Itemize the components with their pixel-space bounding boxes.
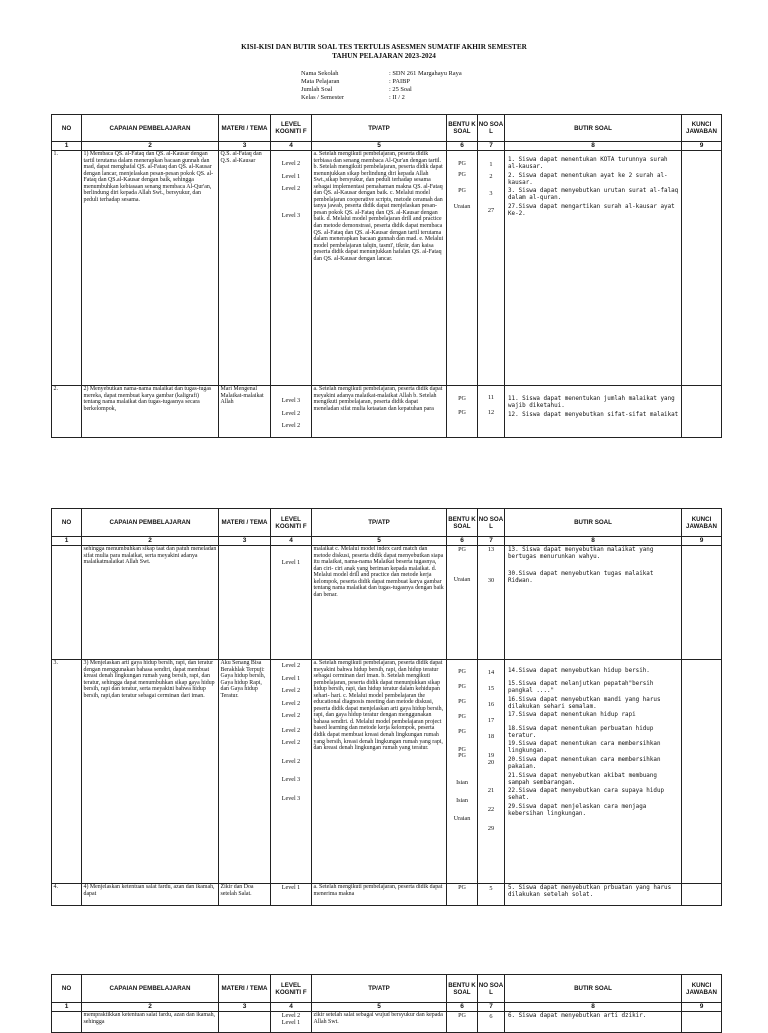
nosoal-label: 30 <box>487 577 495 584</box>
nosoal-label: 13 <box>487 546 495 553</box>
col-nosoal: NO SOA L <box>478 975 505 1003</box>
colnum: 3 <box>219 537 271 546</box>
level-cell <box>271 151 312 386</box>
col-materi: MATERI / TEMA <box>219 509 271 537</box>
bentuk-label: PG <box>458 410 466 416</box>
info-label: Mata Pelajaran <box>301 78 340 86</box>
col-tp: TP/ATP <box>312 115 447 142</box>
col-materi: MATERI / TEMA <box>219 975 271 1003</box>
bentuk-label: PG <box>458 547 466 553</box>
level-label: Level 2 <box>281 713 301 720</box>
tp-text: a. Setelah mengikuti pembelajaran, peserta didik terbiasa dan senang membaca Al-Qur'an dengan tartil. b. Setelah mengikuti pembelajaran, peserta didik dapat menunjukkan sikap berlindung diri kepada Allah Swt.,sikap bersyukur, dan peduli terhadap sesama sebagai implementasi pemahaman makna QS. al-Fataq dan QS. al-Kausar dengan baik. c. Melalui model pembelajaran cooperative scripts, metode ceramah dan tanya jawab, peserta didik dapat menjelaskan pesan-pesan pokok QS. al-Fataq dan QS. al-Kausar dengan baik. d. Melalui model pembelajaran drill and practice dan metode demonstrasi, peserta didik dapat membaca QS. al-Fataq dan QS. al-Kausar dengan tartil terutama dalam menerapkan bacaan gunnah dan mad. e. Melalui model pembelajaran talqīn, tasmī', tikrār, dan kaisa peserta didik dapat menunjukkan hafalan QS. al-Fataq dan QS. al-Kausar dengan lancar. <box>312 151 447 386</box>
butir-cell <box>505 546 682 660</box>
colnum: 7 <box>478 1003 505 1012</box>
col-butir: BUTIR SOAL <box>505 115 682 142</box>
colnum: 7 <box>478 142 505 151</box>
tp-text: a. Setelah mengikuti pembelajaran, peserta didik dapat meyakini adanya malaikat-malaikat Allah b. Setelah mengikuti pembelajaran, peserta didik dapat meneladan sifat mulia ketaatan dan kepatuhan para <box>312 386 447 438</box>
level-label: Level 3 <box>281 777 301 784</box>
col-level: LEVEL KOGNITI F <box>271 509 312 537</box>
level-label: Level 3 <box>281 398 301 404</box>
table-row <box>52 1012 722 1033</box>
nosoal-label: 14 <box>487 669 495 676</box>
colnum: 3 <box>219 1003 271 1012</box>
level-label: Level 2 <box>281 1013 301 1019</box>
info-label: Nama Sekolah <box>301 70 339 77</box>
row-no: 4. <box>52 884 82 906</box>
bentuk-label: Isian <box>456 798 468 804</box>
nosoal-label: 27 <box>487 207 495 214</box>
bentuk-label: PG <box>458 885 466 891</box>
colnum: 1 <box>52 1003 82 1012</box>
col-tp: TP/ATP <box>312 975 447 1003</box>
tp-text: a. Setelah mengikuti pembelajaran, peserta didik dapat menerima makna <box>312 884 447 906</box>
nosoal-label: 20 <box>487 759 495 766</box>
level-label: Level 1 <box>281 173 301 180</box>
capaian-text: 1) Membaca QS. al-Fataq dan QS. al-Kausar dengan tartil terutama dalam menerapkan bacaan gunnah dan mad, dapat menghafal QS. al-Fataq dan QS. al-Kausar dengan lancar, menjelaskan pesan-pesan pokok QS. al-Fataq dan QS.al-Kausar dengan baik, sehingga menumbuhkan kebiasaan senang membaca Al-Qur'an, berlindung diri kepada Allah Swt., bersyukur, dan peduli terhadap sesama. <box>82 151 219 386</box>
butir-item: 20.Siswa dapat menentukan cara membersihkan pakaian. <box>508 756 661 771</box>
nosoal-label: 15 <box>487 685 495 692</box>
colnum: 8 <box>505 537 682 546</box>
col-kunci: KUNCI JAWABAN <box>682 115 722 142</box>
materi-text: Q.S. al-Fataq dan Q.S. al-Kausar <box>219 151 271 386</box>
col-butir: BUTIR SOAL <box>505 509 682 537</box>
table-row <box>52 660 722 884</box>
butir-item: 2. Siswa dapat menentukan ayat ke 2 surah al-kausar. <box>508 172 668 186</box>
colnum: 5 <box>312 537 447 546</box>
bentuk-label: PG <box>458 729 466 735</box>
info-row <box>301 70 462 78</box>
kisi-table-3 <box>51 974 722 1033</box>
col-nosoal: NO SOA L <box>478 115 505 142</box>
bentuk-label: Uraian <box>453 204 471 210</box>
butir-cell <box>505 386 682 438</box>
butir-item: 18.Siswa dapat menentukan perbuatan hidup teratur. <box>508 725 654 739</box>
butir-item: 14.Siswa dapat menyebutkan hidup bersih. <box>508 668 650 674</box>
row-no <box>52 546 82 660</box>
nosoal-cell <box>478 151 505 386</box>
colnum: 4 <box>271 537 312 546</box>
level-cell <box>271 660 312 884</box>
kunci-cell <box>682 546 722 660</box>
level-label: Level 1 <box>281 1019 301 1026</box>
bentuk-label: PG <box>458 699 466 705</box>
level-label: Level 1 <box>281 560 301 566</box>
level-label: Level 3 <box>281 212 301 219</box>
nosoal-label: 19 <box>487 752 495 759</box>
bentuk-cell <box>447 1012 478 1033</box>
butir-item: 3. Siswa dapat menyebutkan urutan surat al-falaq dalam al-quran. <box>508 188 679 202</box>
tp-text: a. Setelah mengikuti pembelajaran, peserta didik dapat meyakini bahwa hidup bersih, rapi, dan hidup teratur sebagai cerminan dari iman. b. Setelah mengikuti pembelajaran, peserta didik dapat menunjukkan sikap hidup bersih, rapi, dan hidup teratur dalam kehidupan sehari- hari. c. Melalui model pembelajaran the educational diagnosis meeting dan metode diskusi, peserta didik dapat menjelaskan arti gaya hidup bersih, rapi, dan gaya hidup teratur dengan menggunakan bahasa sendiri. d. Melalui model pembelajaran project based learning dan metode kerja kelompok, peserta didik dapat membuat kreasi denah lingkungan rumah yang bersih, kreasi denah lingkungan rumah yang rapi, dan kreasi denah lingkungan rumah yang teratur. <box>312 660 447 884</box>
info-value: : 25 Soal <box>389 86 412 94</box>
col-bentuk: BENTU K SOAL <box>447 115 478 142</box>
butir-item: 27.Siswa dapat mengartikan surah al-kausar ayat Ke-2. <box>508 204 675 218</box>
colnum: 2 <box>82 142 219 151</box>
col-level: LEVEL KOGNITI F <box>271 975 312 1003</box>
column-number-row <box>52 1003 722 1012</box>
table-row <box>52 546 722 660</box>
level-label: Level 2 <box>281 410 301 417</box>
nosoal-cell <box>478 546 505 660</box>
level-label: Level 2 <box>281 758 301 765</box>
table-row <box>52 151 722 386</box>
capaian-text: 2) Menyebutkan nama-nama malaikat dan tugas-tugas mereka, dapat membuat karya gambar (kaligrafi) tentang nama malaikat dan tugas-tugasnya secara berkelompok, <box>82 386 219 438</box>
level-label: Level 2 <box>281 423 301 430</box>
colnum: 6 <box>447 537 478 546</box>
butir-item: 15.Siswa dapat melanjutkan pepatah"bersih pangkal ...." <box>508 681 654 695</box>
butir-item: 30.Siswa dapat menyebutkan tugas malaikat Ridwan. <box>508 571 654 585</box>
col-capaian: CAPAIAN PEMBELAJARAN <box>82 975 219 1003</box>
table-row <box>52 386 722 438</box>
capaian-text: 4) Menjelaskan ketentuan salat fardu, azan dan ikamah, dapat <box>82 884 219 906</box>
bentuk-label: PG <box>458 714 466 720</box>
nosoal-label: 11 <box>487 394 495 401</box>
level-label: Level 2 <box>281 727 301 734</box>
butir-item: 11. Siswa dapat menentukan jumlah malaikat yang wajib diketahui. <box>508 396 675 410</box>
butir-item: 13. Siswa dapat menyebutkan malaikat yang bertugas menurunkan wahyu. <box>508 547 654 561</box>
row-no <box>52 1012 82 1033</box>
kisi-table-2 <box>51 508 722 906</box>
bentuk-label: PG <box>458 669 466 675</box>
table-row <box>52 884 722 906</box>
bentuk-label: PG <box>458 188 466 194</box>
level-label: Level 2 <box>281 740 301 747</box>
colnum: 6 <box>447 142 478 151</box>
nosoal-label: 6 <box>489 1013 493 1020</box>
colnum: 6 <box>447 1003 478 1012</box>
butir-item: 17.Siswa dapat menentukan hidup rapi <box>508 712 636 719</box>
level-label: Level 1 <box>281 885 301 891</box>
level-label: Level 3 <box>281 795 301 802</box>
col-capaian: CAPAIAN PEMBELAJARAN <box>82 115 219 142</box>
col-level: LEVEL KOGNITI F <box>271 115 312 142</box>
capaian-text: 3) Menjelaskan arti gaya hidup bersih, rapi, dan teratur dengan menggunakan bahasa sendiri, dapat membuat kreasi denah lingkungan rumah yang bersih, rapi, dan teratur, sehingga dapat menumbuhkan sikap gaya hidup bersih, rapi dan teratur, serta meyakini bahwa hidup bersih, rapi,dan teratur sebagai cerminan dari iman. <box>82 660 219 884</box>
butir-item: 19.Siswa dapat menentukan cara membersihkan lingkungan. <box>508 741 661 755</box>
kunci-cell <box>682 1012 722 1033</box>
column-number-row <box>52 537 722 546</box>
doc-title: KISI-KISI DAN BUTIR SOAL TES TERTULIS ASESMEN SUMATIF AKHIR SEMESTER <box>241 43 527 51</box>
level-cell <box>271 546 312 660</box>
nosoal-label: 22 <box>487 806 495 813</box>
butir-item: 12. Siswa dapat menyebutkan sifat-sifat malaikat <box>508 411 679 418</box>
level-label: Level 2 <box>281 663 301 669</box>
info-row <box>301 86 462 94</box>
colnum: 7 <box>478 537 505 546</box>
kisi-table-1 <box>51 114 722 438</box>
level-cell <box>271 884 312 906</box>
colnum: 5 <box>312 142 447 151</box>
colnum: 9 <box>682 142 722 151</box>
colnum: 9 <box>682 1003 722 1012</box>
row-no: 1. <box>52 151 82 386</box>
level-label: Level 1 <box>281 675 301 682</box>
nosoal-cell <box>478 660 505 884</box>
info-label: Kelas / Semester <box>301 94 344 102</box>
bentuk-label: PG <box>458 396 466 402</box>
info-value: : PAIBP <box>389 78 410 86</box>
col-bentuk: BENTU K SOAL <box>447 509 478 537</box>
materi-text <box>219 546 271 660</box>
level-label: Level 2 <box>281 161 301 167</box>
bentuk-label: Uraian <box>453 577 471 583</box>
nosoal-cell <box>478 884 505 906</box>
butir-item: 16.Siswa dapat menyebutkan mandi yang harus dilakukan sehari semalam. <box>508 696 661 710</box>
colnum: 3 <box>219 142 271 151</box>
bentuk-cell <box>447 884 478 906</box>
kunci-cell <box>682 386 722 438</box>
info-value: : II / 2 <box>389 94 405 102</box>
level-cell <box>271 1012 312 1033</box>
column-number-row <box>52 142 722 151</box>
butir-item: 21.Siswa dapat menyebutkan akibat membuang sampah sembarangan. <box>508 772 657 786</box>
colnum: 2 <box>82 1003 219 1012</box>
nosoal-label: 16 <box>487 701 495 708</box>
colnum: 5 <box>312 1003 447 1012</box>
butir-item: 5. Siswa dapat menyebutkan prbuatan yang harus dilakukan setelah solat. <box>508 885 672 899</box>
colnum: 8 <box>505 1003 682 1012</box>
col-capaian: CAPAIAN PEMBELAJARAN <box>82 509 219 537</box>
level-cell <box>271 386 312 438</box>
materi-text <box>219 1012 271 1033</box>
bentuk-label: PG <box>458 747 466 753</box>
info-label: Jumlah Soal <box>301 86 333 94</box>
kunci-cell <box>682 151 722 386</box>
colnum: 2 <box>82 537 219 546</box>
materi-text: Zikir dan Doa setelah Salat. <box>219 884 271 906</box>
doc-subtitle: TAHUN PELAJARAN 2023-2024 <box>332 52 436 60</box>
butir-item: 29.Siswa dapat menjelaskan cara menjaga kebersihan lingkungan. <box>508 804 647 818</box>
butir-cell <box>505 1012 682 1033</box>
col-materi: MATERI / TEMA <box>219 115 271 142</box>
row-no: 2. <box>52 386 82 438</box>
colnum: 9 <box>682 537 722 546</box>
kunci-cell <box>682 884 722 906</box>
colnum: 8 <box>505 142 682 151</box>
nosoal-label: 2 <box>489 173 493 180</box>
header-row <box>52 975 722 1003</box>
materi-text: Mari Mengenal Malaikat-malaikat Allah <box>219 386 271 438</box>
butir-item: 22.Siswa dapat menyebutkan cara supaya hidup sehat. <box>508 788 665 802</box>
level-label: Level 2 <box>281 700 301 707</box>
row-no: 3. <box>52 660 82 884</box>
butir-cell <box>505 884 682 906</box>
colnum: 4 <box>271 142 312 151</box>
butir-item: 1. Siswa dapat menentukan KOTA turunnya surah al-kausar. <box>508 157 668 171</box>
nosoal-cell <box>478 386 505 438</box>
capaian-text: sehingga menumbuhkan sikap taat dan patuh meneladan sifat mulia para malaikat, serta meyakini adanya malaikatmalaikat Allah Swt. <box>82 546 219 660</box>
info-value: : SDN 261 Margahayu Raya <box>389 70 462 77</box>
bentuk-label: PG <box>458 161 466 167</box>
col-bentuk: BENTU K SOAL <box>447 975 478 1003</box>
nosoal-label: 5 <box>489 885 493 892</box>
bentuk-label: Uraian <box>453 816 471 822</box>
col-kunci: KUNCI JAWABAN <box>682 509 722 537</box>
nosoal-label: 18 <box>487 733 495 740</box>
tp-text: malaikat c. Melalui model index card match dan metode diskusi, peserta didik dapat menyebutkan siapa itu malaikat, nama-nama Malaikat beserta tugasnya, dan ciri- ciri anak yang beriman kepada malaikat. d. Melalui model drill and practice dan metode kerja kelompok, peserta didik dapat membuat karya gambar tentang nama malaikat dan tugas-tugasnya dengan baik dan benar. <box>312 546 447 660</box>
bentuk-label: Isian <box>456 780 468 786</box>
col-nosoal: NO SOA L <box>478 509 505 537</box>
nosoal-cell <box>478 1012 505 1033</box>
butir-cell <box>505 660 682 884</box>
bentuk-label: PG <box>458 753 466 759</box>
level-label: Level 2 <box>281 186 301 193</box>
bentuk-cell <box>447 386 478 438</box>
col-no: NO <box>52 509 82 537</box>
bentuk-label: PG <box>458 684 466 690</box>
nosoal-label: 3 <box>489 190 493 197</box>
col-no: NO <box>52 975 82 1003</box>
butir-item: 6. Siswa dapat menyebutkan arti dzikir. <box>508 1013 647 1019</box>
butir-cell <box>505 151 682 386</box>
nosoal-label: 12 <box>487 409 495 416</box>
materi-text: Aku Senang Bisa Berakhlak Terpuji: Gaya hidup bersih, Gaya hidup Rapi, dan Gaya hidup Teratur. <box>219 660 271 884</box>
col-butir: BUTIR SOAL <box>505 975 682 1003</box>
school-info <box>301 70 462 102</box>
tp-text: zikir setelah salat sebagai wujud bersyukur dan kepada Allah Swt. <box>312 1012 447 1033</box>
header-row <box>52 509 722 537</box>
kunci-cell <box>682 660 722 884</box>
bentuk-label: PG <box>458 1013 466 1019</box>
col-tp: TP/ATP <box>312 509 447 537</box>
nosoal-label: 29 <box>487 825 495 832</box>
bentuk-cell <box>447 151 478 386</box>
bentuk-cell <box>447 660 478 884</box>
colnum: 4 <box>271 1003 312 1012</box>
bentuk-cell <box>447 546 478 660</box>
nosoal-label: 17 <box>487 717 495 724</box>
colnum: 1 <box>52 537 82 546</box>
nosoal-label: 1 <box>489 161 493 168</box>
level-label: Level 2 <box>281 688 301 695</box>
bentuk-label: PG <box>458 172 466 178</box>
nosoal-label: 21 <box>487 787 495 794</box>
info-row <box>301 94 462 102</box>
col-no: NO <box>52 115 82 142</box>
colnum: 1 <box>52 142 82 151</box>
capaian-text: mempraktikkan ketentuan salat fardu, azan dan ikamah, sehingga <box>82 1012 219 1033</box>
header-row <box>52 115 722 142</box>
col-kunci: KUNCI JAWABAN <box>682 975 722 1003</box>
info-row <box>301 78 462 86</box>
